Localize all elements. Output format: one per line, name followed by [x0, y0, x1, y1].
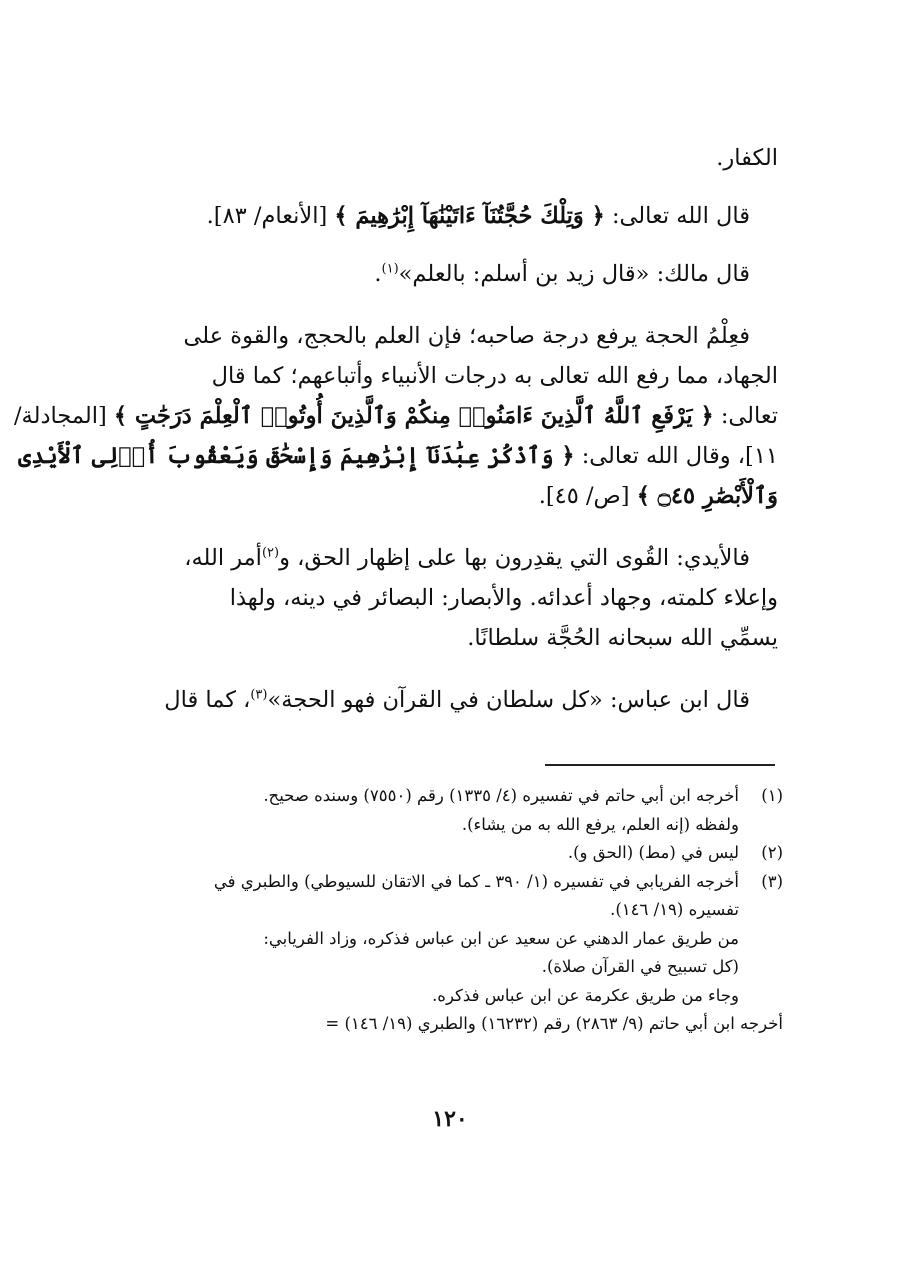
paragraph-5-line-3: يسمِّي الله سبحانه الحُجَّة سلطانًا. — [467, 625, 778, 651]
footnote-number: (٣) — [761, 871, 783, 891]
quran-verse: ﴿ وَٱذْكُرْ عِبَٰدَنَآ إِبْرَٰهِيمَ وَإِسْحَٰقَ وَيَعْقُوبَ أُو۟لِى ٱلْأَيْدِى — [18, 443, 575, 469]
footnote-3-continuation: أخرجه ابن أبي حاتم (٩/ ٢٨٦٣) رقم (١٦٢٣٢) والطبري (١٩/ ١٤٦) = — [325, 1014, 783, 1033]
paragraph-6 — [128, 680, 778, 720]
paragraph-4-line-1: فعِلْمُ الحجة يرفع درجة صاحبه؛ فإن العلم بالحجج، والقوة على — [183, 323, 750, 349]
paragraph-3 — [128, 254, 778, 294]
paragraph-6-text: قال ابن عباس: «كل سلطان في القرآن فهو الحجة» — [267, 687, 750, 713]
paragraph-5-line-2: وإعلاء كلمته، وجهاد أعدائه. والأبصار: البصائر في دينه، ولهذا — [229, 585, 778, 611]
paragraph-4-line-3 — [13, 396, 778, 436]
footnote-marker: (١) — [381, 261, 399, 277]
quote-text: قال مالك: «قال زيد بن أسلم: بالعلم» — [398, 261, 750, 287]
paragraph-5-text: أمر الله، — [184, 545, 262, 571]
footnote-3-continuation: وجاء من طريق عكرمة عن ابن عباس فذكره. — [432, 985, 739, 1005]
paragraph-4-line-5 — [128, 476, 778, 516]
quran-intro: تعالى: — [713, 403, 778, 429]
paragraph-4-line-2: الجهاد، مما رفع الله تعالى به درجات الأنبياء وأتباعهم؛ كما قال — [211, 363, 778, 389]
paragraph-4-line-4 — [18, 436, 778, 476]
quote-end: . — [374, 261, 382, 287]
footnote-3-continuation: تفسيره (١٩/ ١٤٦). — [610, 900, 739, 919]
footnote-1 — [118, 782, 783, 811]
quran-verse: ﴿ وَتِلْكَ حُجَّتُنَآ ءَاتَيْنَٰهَآ إِبْرَٰهِيمَ ﴾ — [334, 203, 605, 229]
quran-intro: ١١]، وقال الله تعالى: — [574, 443, 778, 469]
paragraph-2 — [128, 196, 778, 236]
page-number: ١٢٠ — [432, 1106, 468, 1132]
footnote-separator — [545, 764, 775, 766]
footnote-2 — [118, 839, 783, 868]
paragraph-5-text: فالأيدي: القُوى التي يقدِرون بها على إظهار الحق، و — [279, 545, 750, 571]
quran-reference: [الأنعام/ ٨٣]. — [206, 203, 335, 229]
footnote-number: (١) — [761, 786, 783, 805]
footnote-text: أخرجه الفريابي في تفسيره (١/ ٣٩٠ ـ كما في الاتقان للسيوطي) والطبري في — [213, 871, 739, 891]
paragraph-6-text: ، كما قال — [164, 687, 251, 713]
footnote-3-continuation: من طريق عمار الدهني عن سعيد عن ابن عباس فذكره، وزاد الفريابي: — [263, 928, 739, 948]
footnote-text: ليس في (مط) (الحق و). — [567, 843, 739, 862]
quran-reference: [المجادلة/ — [13, 403, 114, 429]
quran-intro: قال الله تعالى: — [604, 203, 750, 229]
quran-verse: وَٱلْأَبْصَٰرِ ۝٤٥ ﴾ — [636, 483, 778, 509]
main-text — [13, 138, 778, 720]
paragraph-1 — [128, 138, 778, 178]
footnote-3 — [118, 868, 783, 897]
footnote-3-continuation: (كل تسبيح في القرآن صلاة). — [541, 957, 739, 976]
paragraph-5 — [128, 538, 778, 658]
quran-verse: ﴿ يَرْفَعِ ٱللَّهُ ٱلَّذِينَ ءَامَنُوا۟ مِنكُمْ وَٱلَّذِينَ أُوتُوا۟ ٱلْعِلْمَ دَرَجَٰتٍ ﴾ — [113, 403, 714, 429]
footnote-1-continuation: ولفظه (إنه العلم، يرفع الله به من يشاء). — [461, 814, 739, 834]
footnotes — [118, 782, 783, 1039]
footnote-number: (٢) — [761, 843, 783, 862]
quran-reference: [ص/ ٤٥]. — [538, 483, 637, 509]
footnote-text: أخرجه ابن أبي حاتم في تفسيره (٤/ ١٣٣٥) رقم (٧٥٥٠) وسنده صحيح. — [263, 786, 739, 805]
footnote-marker: (٢) — [261, 545, 280, 561]
paragraph-5-line-1 — [128, 538, 778, 578]
footnote-marker: (٣) — [250, 687, 268, 703]
paragraph-1-text: الكفار. — [716, 145, 778, 171]
paragraph-4 — [13, 316, 778, 516]
